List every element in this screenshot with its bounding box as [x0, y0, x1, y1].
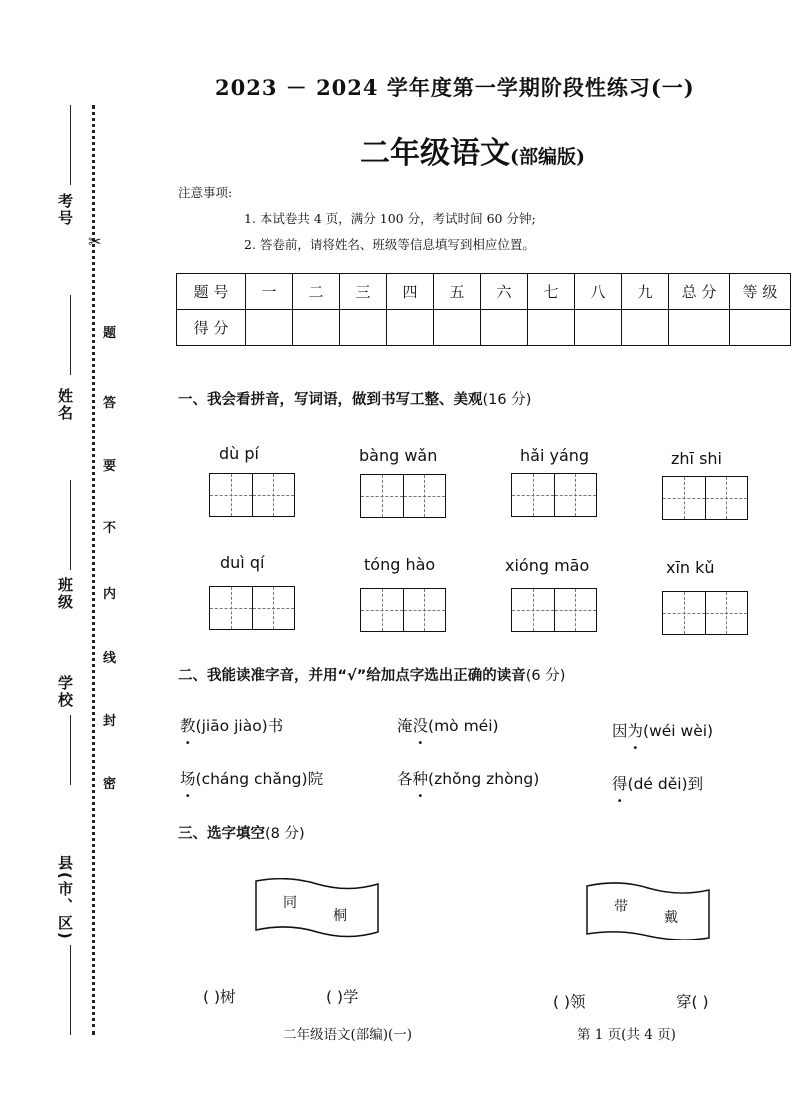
class-line[interactable] — [70, 480, 71, 570]
writing-grid[interactable] — [209, 586, 295, 630]
fill-blank[interactable]: ( )学 — [326, 988, 359, 1006]
title-subject: 二年级语文 — [360, 136, 510, 171]
score-cell[interactable] — [528, 310, 575, 346]
section2-title-text: 二、我能读准字音，并用“√”给加点字选出正确的读音 — [178, 668, 526, 684]
score-header-cell: 九 — [622, 274, 669, 310]
score-header-cell: 等 级 — [730, 274, 791, 310]
score-header-cell: 五 — [434, 274, 481, 310]
county-line[interactable] — [70, 945, 71, 1035]
score-header-cell: 三 — [340, 274, 387, 310]
pronunciation-item[interactable]: 得(dé děi)到 — [612, 775, 704, 793]
writing-grid[interactable] — [662, 591, 748, 635]
pronunciation-item[interactable]: 场(cháng chǎng)院 — [180, 770, 324, 788]
name-label: 姓名 — [56, 388, 74, 422]
score-table — [176, 273, 791, 346]
county-label: 县(市、区) — [56, 855, 74, 941]
section3-title — [178, 822, 305, 843]
fill-blank[interactable]: 穿( ) — [676, 993, 709, 1011]
section3-points: (8 分) — [265, 826, 305, 842]
footer-subject: 二年级语文(部编)(一) — [283, 1027, 413, 1043]
score-cell[interactable] — [246, 310, 293, 346]
school-label-wrap — [55, 675, 76, 709]
pinyin-options[interactable]: (zhǒng zhòng) — [428, 770, 540, 788]
notes — [178, 180, 536, 258]
score-header-cell: 四 — [387, 274, 434, 310]
county-label-wrap — [55, 855, 76, 941]
exam-title-main — [360, 128, 585, 172]
pinyin-options[interactable]: (wéi wèi) — [643, 722, 714, 740]
pinyin-label: xīn kǔ — [666, 558, 715, 577]
pinyin-label: bàng wǎn — [359, 446, 438, 465]
seal-char: 封 — [103, 714, 117, 729]
dotted-char: 种 — [412, 770, 429, 788]
writing-grid[interactable] — [662, 476, 748, 520]
pronunciation-item[interactable]: 淹没(mò méi) — [397, 717, 499, 735]
pinyin-options[interactable]: (cháng chǎng) — [195, 770, 308, 788]
pinyin-options[interactable]: (jiāo jiào) — [195, 717, 268, 735]
page-number: 第 1 页(共 4 页) — [577, 1027, 676, 1043]
seal-char: 密 — [103, 777, 117, 792]
pinyin-options[interactable]: (dé děi) — [627, 775, 688, 793]
score-cell[interactable] — [434, 310, 481, 346]
score-header-cell: 一 — [246, 274, 293, 310]
pinyin-label: hǎi yáng — [520, 446, 590, 465]
pronunciation-item[interactable]: 教(jiāo jiào)书 — [180, 717, 284, 735]
fill-blank[interactable]: ( )领 — [553, 993, 586, 1011]
score-cell[interactable] — [340, 310, 387, 346]
score-header-cell: 二 — [293, 274, 340, 310]
score-header-cell: 题 号 — [177, 274, 246, 310]
score-cell[interactable] — [575, 310, 622, 346]
notes-heading: 注意事项: — [178, 185, 233, 200]
pinyin-label: dù pí — [219, 444, 259, 463]
dotted-char: 得 — [612, 775, 628, 793]
fill-blank[interactable]: ( )树 — [203, 988, 236, 1006]
seal-char: 不 — [103, 521, 117, 536]
score-cell[interactable] — [622, 310, 669, 346]
seal-char: 内 — [103, 587, 117, 602]
title-edition: (部编版) — [510, 146, 585, 168]
exam-no-line — [70, 105, 71, 185]
exam-no-label: 考号 — [56, 193, 74, 227]
dotted-char: 场 — [180, 770, 196, 788]
writing-grid[interactable] — [360, 474, 446, 518]
score-header-row — [177, 274, 791, 310]
seal-char: 要 — [103, 459, 117, 474]
exam-title-line1: 2023 － 2024 学年度第一学期阶段性练习(一) — [215, 75, 695, 100]
name-line[interactable] — [70, 295, 71, 375]
dotted-char: 为 — [627, 722, 644, 740]
dotted-char: 没 — [412, 717, 429, 735]
scissors-icon: ✂ — [88, 232, 102, 251]
score-cell[interactable] — [730, 310, 791, 346]
pinyin-label: duì qí — [220, 553, 265, 572]
dotted-char: 教 — [180, 717, 196, 735]
ribbon-banner — [584, 880, 712, 940]
writing-grid[interactable] — [511, 473, 597, 517]
score-header-cell: 六 — [481, 274, 528, 310]
score-value-row — [177, 310, 791, 346]
writing-grid[interactable] — [511, 588, 597, 632]
section2-title — [178, 664, 565, 685]
score-cell[interactable] — [481, 310, 528, 346]
notes-item: 1. 本试卷共 4 页，满分 100 分，考试时间 60 分钟; — [244, 211, 536, 226]
class-label: 班级 — [56, 577, 74, 611]
score-cell[interactable] — [387, 310, 434, 346]
seal-char: 线 — [103, 651, 117, 666]
notes-item: 2. 答卷前，请将姓名、班级等信息填写到相应位置。 — [244, 237, 535, 252]
seal-char: 答 — [103, 396, 117, 411]
section1-title-text: 一、我会看拼音，写词语，做到书写工整、美观 — [178, 392, 483, 408]
name-label-wrap — [55, 388, 76, 422]
section3-title-text: 三、选字填空 — [178, 826, 265, 842]
school-line[interactable] — [70, 715, 71, 785]
class-label-wrap — [55, 577, 76, 611]
pinyin-options[interactable]: (mò méi) — [428, 717, 499, 735]
pronunciation-item[interactable]: 因为(wéi wèi) — [612, 722, 714, 740]
school-label: 学校 — [56, 675, 74, 709]
score-header-cell: 七 — [528, 274, 575, 310]
score-cell[interactable] — [669, 310, 730, 346]
ribbon-banner — [253, 878, 381, 938]
pinyin-label: zhī shi — [671, 449, 722, 468]
ribbon-char: 戴 — [664, 910, 678, 926]
section1-points: (16 分) — [482, 392, 532, 408]
pronunciation-item[interactable]: 各种(zhǒng zhòng) — [397, 770, 540, 788]
writing-grid[interactable] — [360, 588, 446, 632]
seal-char: 题 — [103, 326, 117, 341]
section1-title — [178, 388, 531, 409]
writing-grid[interactable] — [209, 473, 295, 517]
score-header-cell: 总 分 — [669, 274, 730, 310]
ribbon-char: 同 — [283, 895, 297, 911]
score-header-cell: 八 — [575, 274, 622, 310]
exam-no-label-wrap — [55, 193, 76, 227]
ribbon-char: 带 — [614, 899, 628, 915]
ribbon-char: 桐 — [333, 908, 347, 924]
score-cell[interactable] — [293, 310, 340, 346]
pinyin-label: xióng māo — [505, 556, 590, 575]
section2-points: (6 分) — [525, 668, 566, 684]
score-row-label: 得 分 — [177, 310, 246, 346]
pinyin-label: tóng hào — [364, 555, 436, 574]
